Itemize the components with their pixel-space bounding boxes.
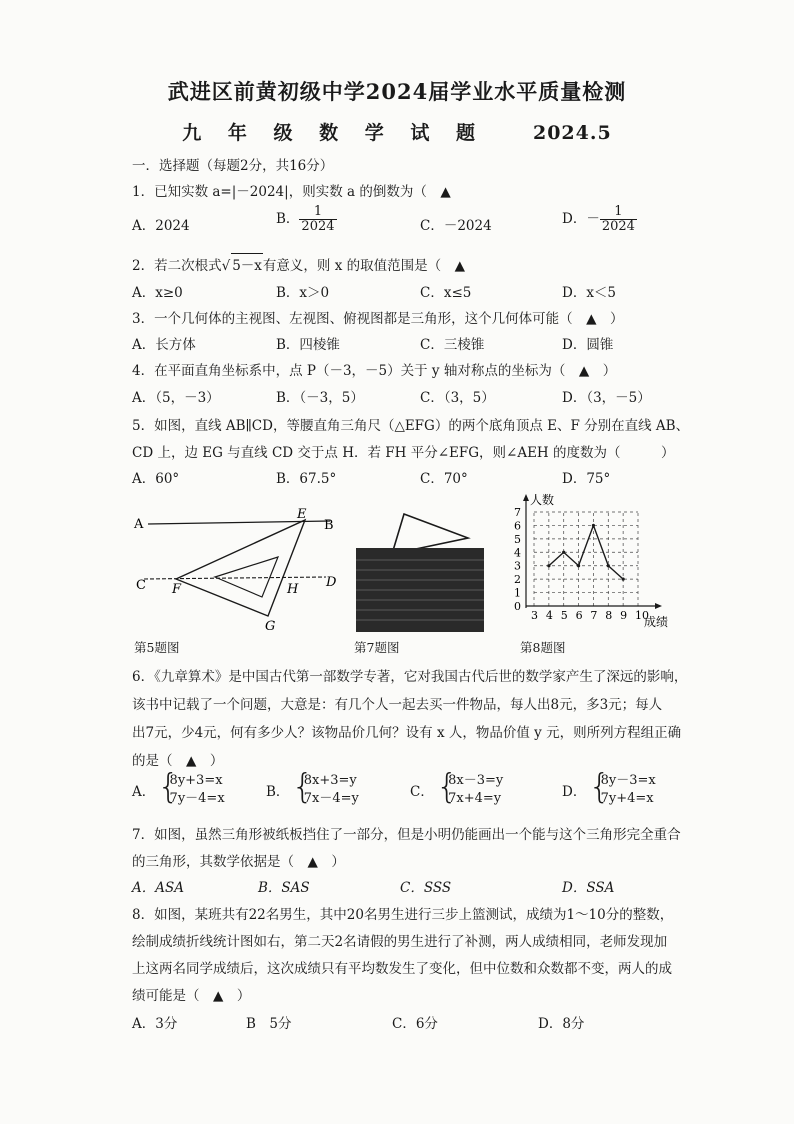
q6-option-c-label: C． [410,784,434,800]
q2-option-a: A．x≥0 [132,285,183,301]
q2-stem-pre: 2．若二次根式√ [132,258,231,274]
q6-option-a [132,767,225,808]
x-tick-label: 6 [575,609,583,622]
q8-option-a: A．3分 [132,1016,178,1032]
equation-1: 8x－3=y [448,773,504,788]
line-cd [144,577,326,579]
q1-option-c: C．－2024 [420,218,492,234]
chart-x-axis-label: 成绩 [644,615,669,629]
q6-option-a-label: A． [132,784,156,800]
q8-option-c: C．6分 [392,1016,438,1032]
equation-2: 7y+4=x [600,791,654,806]
q6-option-c [410,767,504,808]
q6-option-d-system: { 8y－3=x 7y+4=x [588,767,656,807]
q7-option-d: D．SSA [562,880,615,896]
q3-stem: 3．一个几何体的主视图、左视图、俯视图都是三角形，这个几何体可能（ ▲ ） [132,311,624,327]
q1-option-d-label: D． [562,211,587,227]
q8-option-d: D．8分 [538,1016,585,1032]
fraction-denominator: 2024 [601,219,635,234]
q5-option-a: A．60° [132,471,180,487]
equation-1: 8y+3=x [169,773,223,788]
equation-2: 7y－4=x [169,791,225,806]
triangle-efg-outer [176,520,305,616]
q2-radicand: 5－x [231,253,263,274]
q7-stem-line2: 的三角形，其数学依据是（ ▲ ） [132,854,345,870]
exam-subtitle [0,118,794,145]
x-tick-label: 10 [635,609,649,622]
x-tick-label: 9 [620,609,628,622]
q5-option-c: C．70° [420,471,468,487]
equation-1: 8y－3=x [600,773,656,788]
q1-option-b-label: B． [276,211,300,227]
x-tick-label: 8 [605,609,613,622]
q7-option-a: A．ASA [132,880,184,896]
q4-option-a: A．（5，－3） [132,390,220,406]
data-point [577,564,580,567]
label-f: F [172,582,182,597]
figure-8-line-chart [508,490,678,630]
chart-y-axis-label: 人数 [530,493,555,507]
y-tick-label: 4 [514,546,521,560]
triangle-efg-inner [215,557,278,597]
x-tick-label: 5 [560,609,568,622]
q1-option-b-fraction [299,205,336,234]
q2-option-d: D．x＜5 [562,285,617,301]
q4-option-b: B．（－3，5） [276,390,364,406]
figure-7-covered-triangle [352,508,488,634]
q6-option-d-label: D． [562,784,587,800]
q2-option-b: B．x＞0 [276,285,330,301]
exam-date: 2024.5 [532,122,612,144]
q3-option-c: C．三棱锥 [420,337,485,353]
q8-stem-line4: 绩可能是（ ▲ ） [132,988,251,1004]
q1-option-b [276,205,337,234]
data-point [592,524,595,527]
q1-option-d [562,205,637,234]
q3-option-b: B．四棱锥 [276,337,340,353]
fraction-denominator: 2024 [301,219,335,234]
data-point [607,564,610,567]
q2-stem [132,253,465,274]
y-tick-label: 7 [514,506,521,519]
data-point [562,551,565,554]
q6-option-b [266,767,359,808]
figure-5-geometry [130,505,350,635]
x-tick-label: 7 [590,609,598,622]
q5-option-d: D．75° [562,471,611,487]
q4-stem: 4．在平面直角坐标系中，点 P（－3，－5）关于 y 轴对称点的坐标为（ ▲ ） [132,363,617,379]
figure-8-caption: 第8题图 [520,640,566,655]
q2-stem-post: 有意义，则 x 的取值范围是（ ▲ [262,258,465,274]
q6-option-b-label: B． [266,784,290,800]
q4-option-d: D．（3，－5） [562,390,651,406]
q6-stem-line4: 的是（ ▲ ） [132,753,224,769]
q1-stem: 1．已知实数 a=|－2024|，则实数 a 的倒数为（ ▲ [132,184,451,200]
q5-option-b: B．67.5° [276,471,337,487]
q6-option-a-system: { 8y+3=x 7y－4=x [157,767,225,807]
label-a: A [134,517,144,532]
q6-option-c-system: { 8x－3=y 7x+4=y [436,767,504,807]
y-tick-label: 3 [514,559,521,573]
q8-stem-line2: 绘制成绩折线统计图如右，第二天2名请假的男生进行了补测，两人成绩相同，老师发现加 [132,934,668,950]
q1-option-a: A．2024 [132,218,190,234]
q2-option-c: C．x≤5 [420,285,472,301]
chart-axes [523,494,662,609]
q3-option-a: A．长方体 [132,337,196,353]
q6-option-b-system: { 8x+3=y 7x－4=y [291,767,359,807]
x-tick-label: 4 [545,609,553,622]
q8-stem-line1: 8．如图，某班共有22名男生，其中20名男生进行三步上篮测试，成绩为1～10分的整数， [132,907,674,923]
q6-stem-line2: 该书中记载了一个问题，大意是：有几个人一起去买一件物品，每人出8元，多3元；每人 [132,697,663,713]
exam-title: 武进区前黄初级中学2024届学业水平质量检测 [167,79,627,104]
q1-option-d-sign: － [586,211,600,227]
q6-option-d [562,767,656,808]
equation-2: 7x+4=y [448,791,502,806]
q8-option-b: B 5分 [246,1016,292,1032]
y-tick-label: 5 [514,532,521,546]
label-d: D [326,575,337,590]
q6-stem-line1: 6．《九章算术》是中国古代第一部数学专著，它对我国古代后世的数学家产生了深远的影响， [132,669,688,685]
y-tick-label: 6 [514,519,521,533]
y-tick-label: 2 [514,573,521,587]
label-g: G [265,619,276,634]
q5-stem-line1: 5．如图，直线 AB∥CD，等腰直角三角尺（△EFG）的两个底角顶点 E、F 分别在直线 AB、 [132,418,690,434]
data-point [547,564,550,567]
subject-label: 九 年 级 数 学 试 题 [182,122,485,144]
q7-stem-line1: 7．如图，虽然三角形被纸板挡住了一部分，但是小明仍能画出一个能与这个三角形完全重合 [132,827,681,843]
q4-option-c: C．（3，5） [420,390,495,406]
label-h: H [287,582,299,597]
label-b: B [324,518,334,533]
equation-2: 7x－4=y [303,791,359,806]
figure-5-caption: 第5题图 [134,640,180,655]
x-axis-arrow [655,603,662,609]
label-e: E [297,507,307,522]
q5-stem-line2: CD 上，边 EG 与直线 CD 交于点 H．若 FH 平分∠EFG，则∠AEH 的度数为（ ） [132,445,675,461]
fraction-numerator: 1 [600,205,637,220]
figure-7-caption: 第7题图 [354,640,400,655]
q3-option-d: D．圆锥 [562,337,614,353]
section-heading: 一．选择题（每题2分，共16分） [132,158,334,174]
data-point [622,578,625,581]
equation-1: 8x+3=y [303,773,357,788]
q7-option-c: C．SSS [400,880,452,896]
q1-option-d-fraction [600,205,637,234]
fraction-numerator: 1 [299,205,336,220]
y-tick-label: 0 [514,600,521,613]
label-c: C [136,578,146,593]
x-tick-label: 3 [531,609,538,622]
y-axis-arrow [523,494,529,501]
y-tick-label: 1 [514,586,521,600]
chart-grid [534,512,638,606]
q7-option-b: B．SAS [258,880,310,896]
q6-stem-line3: 出7元，少4元，何有多少人？该物品价几何？设有 x 人，物品价值 y 元，则所列方程组正确 [132,725,682,741]
q8-stem-line3: 上这两名同学成绩后，这次成绩只有平均数发生了变化，但中位数和众数都不变，两人的成 [132,961,672,977]
